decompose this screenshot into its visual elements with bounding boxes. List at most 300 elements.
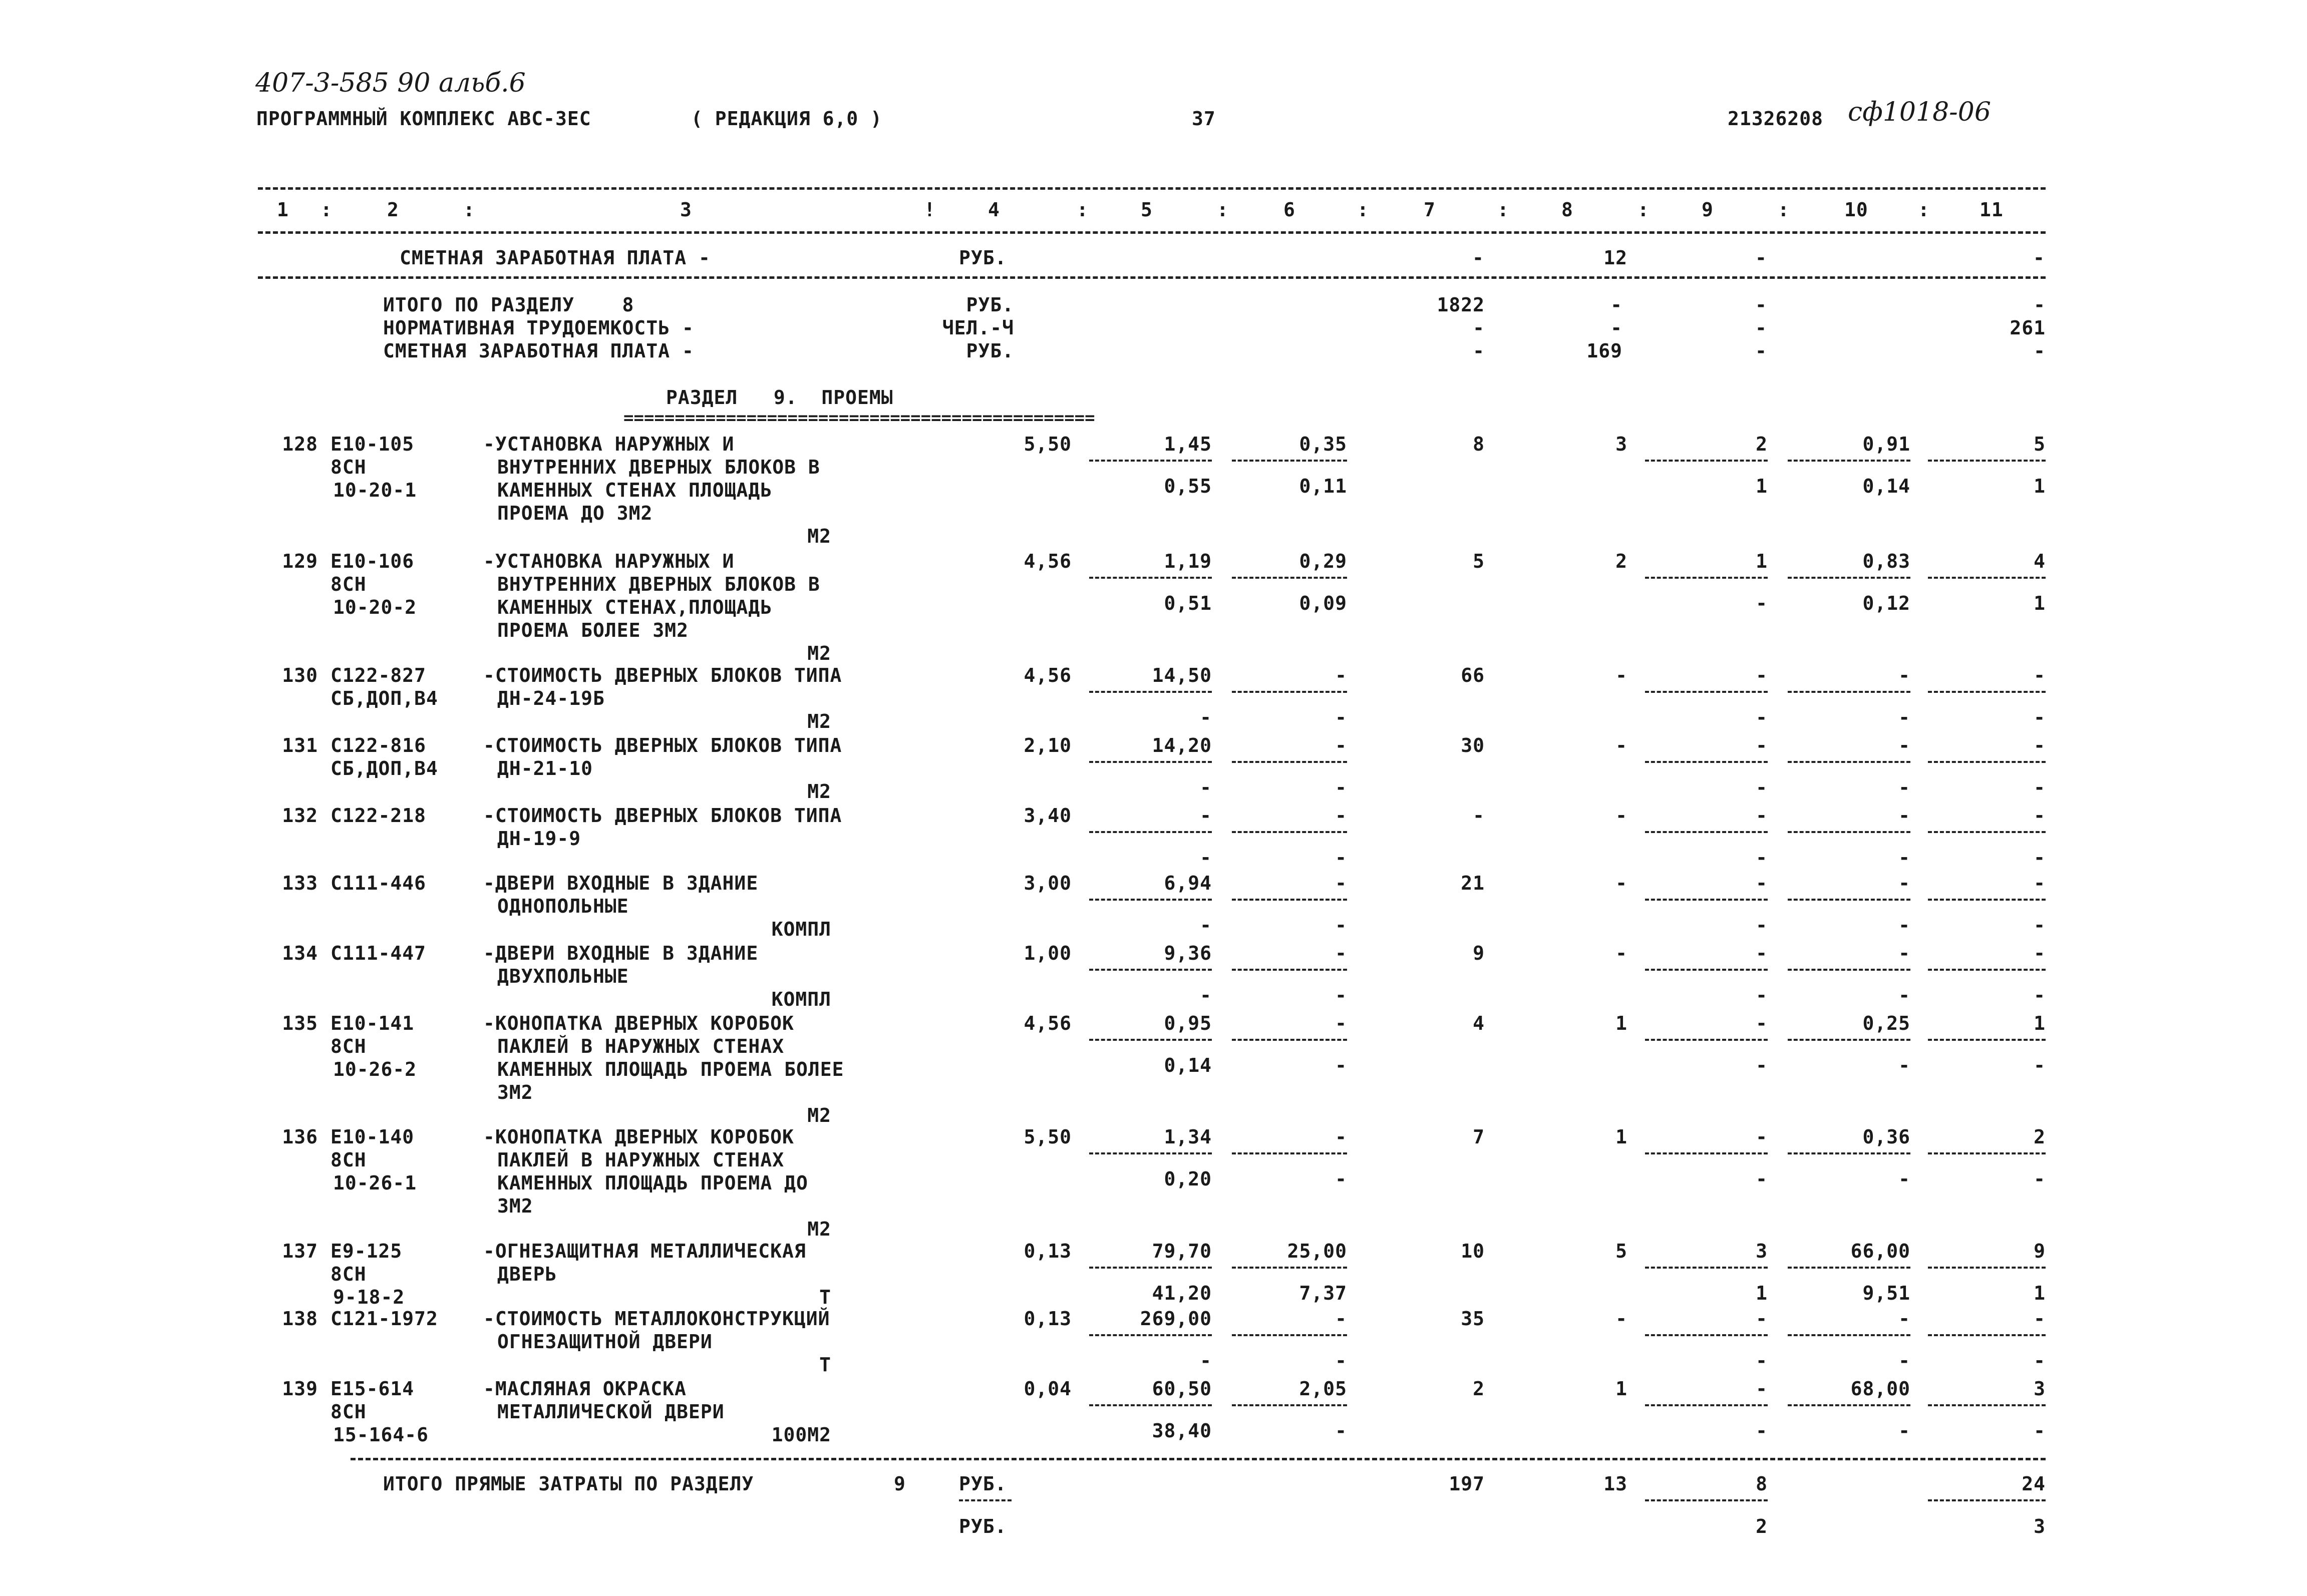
section9-total-c9-bottom: 2 <box>1756 1515 1768 1537</box>
item-c9-bottom: - <box>1756 914 1768 936</box>
item-c10-bottom: 9,51 <box>1862 1282 1910 1304</box>
item-description: ПРОЕМА ДО 3М2 <box>497 502 653 524</box>
prev-summary-rule <box>258 276 2046 279</box>
item-c11-bottom: - <box>2034 914 2046 936</box>
item-c9-top: - <box>1756 734 1768 756</box>
prev-summary-c9: - <box>1755 247 1767 269</box>
item-c9-top: - <box>1756 664 1768 686</box>
item-c6-bottom: - <box>1335 1054 1347 1076</box>
item-c10-divider <box>1788 761 1910 763</box>
item-description: -УСТАНОВКА НАРУЖНЫХ И <box>483 433 735 455</box>
item-c10-bottom: - <box>1898 1420 1910 1442</box>
item-c9-divider <box>1645 969 1768 971</box>
item-code: 8СН <box>331 1263 367 1285</box>
item-description: -ОГНЕЗАЩИТНАЯ МЕТАЛЛИЧЕСКАЯ <box>483 1240 806 1262</box>
item-c5-bottom: - <box>1200 914 1212 936</box>
item-c9-top: - <box>1756 1378 1768 1400</box>
item-unit: Т <box>819 1286 831 1308</box>
document-code-handwritten: сф1018-06 <box>1848 97 1991 127</box>
item-c10-divider <box>1788 1404 1910 1406</box>
item-code: С111-447 <box>331 942 427 964</box>
item-description: ОДНОПОЛЬНЫЕ <box>497 895 629 917</box>
item-c11-bottom: 1 <box>2034 592 2046 614</box>
item-c9-bottom: - <box>1756 984 1768 1006</box>
column-separator: ! <box>924 199 936 221</box>
table-top-rule <box>258 187 2046 190</box>
item-unit: М2 <box>807 1104 831 1126</box>
item-c5-bottom: - <box>1200 776 1212 799</box>
page-number: 37 <box>1192 108 1216 130</box>
column-number-11: 11 <box>1980 199 2004 221</box>
item-c5-bottom: - <box>1200 984 1212 1006</box>
section8-total-unit: РУБ. <box>966 294 1014 316</box>
item-c11-divider <box>1928 831 2046 833</box>
item-c6-bottom: - <box>1335 1168 1347 1190</box>
item-quantity: 1,00 <box>1024 942 1072 964</box>
item-c8: - <box>1615 872 1627 894</box>
item-c9-top: - <box>1756 805 1768 827</box>
item-description: -СТОИМОСТЬ ДВЕРНЫХ БЛОКОВ ТИПА <box>483 734 842 756</box>
item-c7: 9 <box>1473 942 1485 964</box>
item-c8: - <box>1615 664 1627 686</box>
item-c9-divider <box>1645 1152 1768 1154</box>
item-c6-divider <box>1232 1334 1347 1336</box>
column-separator: : <box>1497 199 1510 221</box>
section8-total-c8: - <box>1610 317 1622 339</box>
item-c10-divider <box>1788 831 1910 833</box>
section9-title: РАЗДЕЛ 9. ПРОЕМЫ <box>666 386 893 409</box>
item-description: ВНУТРЕННИХ ДВЕРНЫХ БЛОКОВ В <box>497 573 820 595</box>
column-number-7: 7 <box>1424 199 1436 221</box>
column-separator: : <box>463 199 476 221</box>
item-c9-top: - <box>1756 1012 1768 1034</box>
item-c6-top: 0,35 <box>1299 433 1347 455</box>
section9-c9-divider <box>1645 1499 1768 1501</box>
item-c5-top: 14,20 <box>1152 734 1212 756</box>
item-c10-divider <box>1788 1267 1910 1269</box>
item-c9-divider <box>1645 691 1768 693</box>
prev-summary-unit: РУБ. <box>959 247 1007 269</box>
item-quantity: 3,40 <box>1024 805 1072 827</box>
item-c10-divider <box>1788 577 1910 579</box>
item-description: ДВУХПОЛЬНЫЕ <box>497 965 629 987</box>
item-code: Е10-106 <box>331 550 415 572</box>
item-c5-top: 6,94 <box>1164 872 1212 894</box>
item-quantity: 4,56 <box>1024 664 1072 686</box>
item-c7: 8 <box>1473 433 1485 455</box>
item-c5-top: 1,34 <box>1164 1126 1212 1148</box>
item-c6-bottom: - <box>1335 1350 1347 1372</box>
item-c5-bottom: 0,51 <box>1164 592 1212 614</box>
item-description: КАМЕННЫХ СТЕНАХ,ПЛОЩАДЬ <box>497 596 773 618</box>
item-c9-divider <box>1645 831 1768 833</box>
item-c6-divider <box>1232 1152 1347 1154</box>
item-c6-top: - <box>1335 734 1347 756</box>
column-number-3: 3 <box>680 199 692 221</box>
item-c11-top: 9 <box>2034 1240 2046 1262</box>
item-c5-divider <box>1089 761 1212 763</box>
item-c10-top: 0,83 <box>1862 550 1910 572</box>
item-description: ПАКЛЕЙ В НАРУЖНЫХ СТЕНАХ <box>497 1035 785 1057</box>
item-quantity: 5,50 <box>1024 1126 1072 1148</box>
item-c9-bottom: - <box>1756 776 1768 799</box>
item-c10-divider <box>1788 1334 1910 1336</box>
item-c5-top: 0,95 <box>1164 1012 1212 1034</box>
item-code: 15-164-6 <box>333 1424 429 1446</box>
item-c11-bottom: - <box>2034 1420 2046 1442</box>
item-code: С121-1972 <box>331 1308 438 1330</box>
item-c6-divider <box>1232 1267 1347 1269</box>
item-c11-top: - <box>2034 664 2046 686</box>
section8-total-c11: 261 <box>2010 317 2046 339</box>
prev-summary-label: СМЕТНАЯ ЗАРАБОТНАЯ ПЛАТА - <box>400 247 711 269</box>
program-name: ПРОГРАММНЫЙ КОМПЛЕКС АВС-ЗЕС <box>256 108 591 130</box>
item-c11-bottom: - <box>2034 706 2046 728</box>
item-c6-top: 2,05 <box>1299 1378 1347 1400</box>
item-c10-top: 68,00 <box>1850 1378 1910 1400</box>
item-c5-divider <box>1089 577 1212 579</box>
item-number: 136 <box>282 1126 318 1148</box>
item-c10-bottom: 0,14 <box>1862 475 1910 497</box>
prev-summary-c7: - <box>1472 247 1484 269</box>
item-c5-bottom: 0,55 <box>1164 475 1212 497</box>
column-number-4: 4 <box>988 199 1000 221</box>
item-c10-bottom: - <box>1898 914 1910 936</box>
album-reference: 407-3-585 90 альб.6 <box>255 68 526 98</box>
item-c10-bottom: - <box>1898 1168 1910 1190</box>
item-description: ДН-24-19Б <box>497 687 605 709</box>
item-c11-top: - <box>2034 942 2046 964</box>
item-c7: 4 <box>1473 1012 1485 1034</box>
item-code: С122-218 <box>331 805 427 827</box>
item-unit: 100М2 <box>771 1424 831 1446</box>
item-description: -СТОИМОСТЬ ДВЕРНЫХ БЛОКОВ ТИПА <box>483 664 842 686</box>
item-c10-top: - <box>1898 942 1910 964</box>
item-c6-divider <box>1232 460 1347 462</box>
item-description: ПРОЕМА БОЛЕЕ 3М2 <box>497 619 689 641</box>
item-code: 8СН <box>331 573 367 595</box>
item-c10-top: 0,25 <box>1862 1012 1910 1034</box>
item-c11-divider <box>1928 1039 2046 1041</box>
item-quantity: 2,10 <box>1024 734 1072 756</box>
item-c8: - <box>1615 942 1627 964</box>
column-separator: : <box>1217 199 1229 221</box>
section9-total-c8: 13 <box>1603 1473 1627 1495</box>
item-unit: Т <box>819 1354 831 1376</box>
item-c5-top: 9,36 <box>1164 942 1212 964</box>
column-separator: : <box>1357 199 1370 221</box>
section9-total-section-no: 9 <box>894 1473 906 1495</box>
item-c6-divider <box>1232 969 1347 971</box>
item-description: ОГНЕЗАЩИТНОЙ ДВЕРИ <box>497 1331 713 1353</box>
column-number-9: 9 <box>1702 199 1714 221</box>
item-c5-bottom: 0,20 <box>1164 1168 1212 1190</box>
item-c9-bottom: - <box>1756 1054 1768 1076</box>
item-code: 10-20-1 <box>333 479 417 501</box>
column-separator: : <box>320 199 333 221</box>
item-number: 134 <box>282 942 318 964</box>
item-c8: - <box>1615 734 1627 756</box>
item-c11-top: - <box>2034 872 2046 894</box>
item-c11-top: - <box>2034 734 2046 756</box>
item-code: С111-446 <box>331 872 427 894</box>
item-c5-top: 1,19 <box>1164 550 1212 572</box>
item-number: 129 <box>282 550 318 572</box>
item-c9-divider <box>1645 761 1768 763</box>
item-c6-divider <box>1232 1404 1347 1406</box>
item-description: -ДВЕРИ ВХОДНЫЕ В ЗДАНИЕ <box>483 872 759 894</box>
section8-total-unit: ЧЕЛ.-Ч <box>942 317 1014 339</box>
item-unit: М2 <box>807 780 831 803</box>
column-number-6: 6 <box>1283 199 1295 221</box>
item-c9-bottom: 1 <box>1756 1282 1768 1304</box>
item-c6-divider <box>1232 691 1347 693</box>
item-c9-top: - <box>1756 1126 1768 1148</box>
item-code: 10-20-2 <box>333 596 417 618</box>
item-c6-divider <box>1232 577 1347 579</box>
section8-total-c9: - <box>1755 317 1767 339</box>
item-c8: 1 <box>1615 1126 1627 1148</box>
item-description: -УСТАНОВКА НАРУЖНЫХ И <box>483 550 735 572</box>
item-c7: - <box>1473 805 1485 827</box>
item-code: С122-827 <box>331 664 427 686</box>
item-code: Е9-125 <box>331 1240 403 1262</box>
item-c7: 10 <box>1461 1240 1485 1262</box>
item-c9-bottom: - <box>1756 592 1768 614</box>
item-c10-top: - <box>1898 734 1910 756</box>
item-c9-bottom: - <box>1756 1420 1768 1442</box>
section8-total-c7: - <box>1473 317 1485 339</box>
item-c5-bottom: - <box>1200 1350 1212 1372</box>
item-c6-bottom: - <box>1335 776 1347 799</box>
item-code: СБ,ДОП,В4 <box>331 757 438 779</box>
item-number: 130 <box>282 664 318 686</box>
section8-total-c9: - <box>1755 340 1767 362</box>
item-quantity: 4,56 <box>1024 550 1072 572</box>
item-code: С122-816 <box>331 734 427 756</box>
item-c5-divider <box>1089 691 1212 693</box>
item-c11-bottom: - <box>2034 1350 2046 1372</box>
item-c8: - <box>1615 805 1627 827</box>
item-c9-bottom: 1 <box>1756 475 1768 497</box>
item-c9-bottom: - <box>1756 1350 1768 1372</box>
item-c6-bottom: 0,11 <box>1299 475 1347 497</box>
item-c6-top: - <box>1335 872 1347 894</box>
prev-summary-c8: 12 <box>1603 247 1627 269</box>
item-c9-top: 2 <box>1756 433 1768 455</box>
item-c7: 35 <box>1461 1308 1485 1330</box>
section9-c11-divider <box>1928 1499 2046 1501</box>
item-c7: 30 <box>1461 734 1485 756</box>
item-number: 131 <box>282 734 318 756</box>
item-c11-divider <box>1928 899 2046 901</box>
item-unit: КОМПЛ <box>771 988 831 1010</box>
item-description: 3М2 <box>497 1195 533 1217</box>
section8-total-c8: - <box>1610 294 1622 316</box>
item-c11-top: 3 <box>2034 1378 2046 1400</box>
item-c11-divider <box>1928 460 2046 462</box>
item-c8: 3 <box>1615 433 1627 455</box>
item-c8: 1 <box>1615 1378 1627 1400</box>
item-c11-divider <box>1928 577 2046 579</box>
item-code: 9-18-2 <box>333 1286 405 1308</box>
item-c5-divider <box>1089 1334 1212 1336</box>
item-c9-top: 3 <box>1756 1240 1768 1262</box>
item-unit: М2 <box>807 525 831 547</box>
item-c5-top: 79,70 <box>1152 1240 1212 1262</box>
item-c11-top: 2 <box>2034 1126 2046 1148</box>
item-c11-bottom: - <box>2034 1168 2046 1190</box>
item-c9-bottom: - <box>1756 847 1768 869</box>
item-description: -КОНОПАТКА ДВЕРНЫХ КОРОБОК <box>483 1126 794 1148</box>
item-c5-top: - <box>1200 805 1212 827</box>
item-c11-divider <box>1928 1267 2046 1269</box>
item-c7: 2 <box>1473 1378 1485 1400</box>
item-unit: КОМПЛ <box>771 918 831 940</box>
item-c10-divider <box>1788 969 1910 971</box>
item-c6-divider <box>1232 1039 1347 1041</box>
item-c9-top: - <box>1756 1308 1768 1330</box>
section8-total-label: СМЕТНАЯ ЗАРАБОТНАЯ ПЛАТА - <box>383 340 694 362</box>
item-c10-top: 66,00 <box>1850 1240 1910 1262</box>
item-c9-divider <box>1645 1404 1768 1406</box>
item-c6-top: - <box>1335 1308 1347 1330</box>
item-description: ДН-21-10 <box>497 757 593 779</box>
section8-total-label: ИТОГО ПО РАЗДЕЛУ 8 <box>383 294 634 316</box>
item-code: 10-26-1 <box>333 1172 417 1194</box>
item-c5-divider <box>1089 1152 1212 1154</box>
item-c5-top: 60,50 <box>1152 1378 1212 1400</box>
item-c6-bottom: - <box>1335 706 1347 728</box>
item-code: 8СН <box>331 456 367 478</box>
item-quantity: 5,50 <box>1024 433 1072 455</box>
item-c9-divider <box>1645 460 1768 462</box>
item-description: -СТОИМОСТЬ ДВЕРНЫХ БЛОКОВ ТИПА <box>483 805 842 827</box>
section8-total-c9: - <box>1755 294 1767 316</box>
column-separator: : <box>1778 199 1790 221</box>
section9-total-c7: 197 <box>1449 1473 1485 1495</box>
item-description: -СТОИМОСТЬ МЕТАЛЛОКОНСТРУКЦИЙ <box>483 1308 830 1330</box>
item-c9-divider <box>1645 577 1768 579</box>
item-c10-bottom: - <box>1898 1350 1910 1372</box>
item-c11-divider <box>1928 1334 2046 1336</box>
item-c11-bottom: 1 <box>2034 1282 2046 1304</box>
item-c10-top: 0,36 <box>1862 1126 1910 1148</box>
item-c9-divider <box>1645 899 1768 901</box>
item-c10-divider <box>1788 899 1910 901</box>
item-description: ДН-19-9 <box>497 828 581 850</box>
item-unit: М2 <box>807 710 831 732</box>
section8-total-c7: - <box>1473 340 1485 362</box>
item-description: -КОНОПАТКА ДВЕРНЫХ КОРОБОК <box>483 1012 794 1034</box>
column-number-8: 8 <box>1561 199 1573 221</box>
item-c8: 1 <box>1615 1012 1627 1034</box>
item-c11-divider <box>1928 1152 2046 1154</box>
item-number: 138 <box>282 1308 318 1330</box>
item-c11-bottom: - <box>2034 984 2046 1006</box>
item-quantity: 4,56 <box>1024 1012 1072 1034</box>
item-c10-top: 0,91 <box>1862 433 1910 455</box>
item-c10-top: - <box>1898 664 1910 686</box>
section9-underline: ============================================== <box>623 408 1095 428</box>
item-c8: - <box>1615 1308 1627 1330</box>
item-c6-divider <box>1232 899 1347 901</box>
column-separator: : <box>1077 199 1089 221</box>
prev-summary-c11: - <box>2033 247 2045 269</box>
item-c5-bottom: 38,40 <box>1152 1420 1212 1442</box>
item-code: Е10-105 <box>331 433 415 455</box>
item-c7: 21 <box>1461 872 1485 894</box>
item-c7: 5 <box>1473 550 1485 572</box>
item-description: ВНУТРЕННИХ ДВЕРНЫХ БЛОКОВ В <box>497 456 820 478</box>
item-c11-bottom: - <box>2034 1054 2046 1076</box>
item-c5-divider <box>1089 460 1212 462</box>
item-c9-top: 1 <box>1756 550 1768 572</box>
item-c6-bottom: 7,37 <box>1299 1282 1347 1304</box>
item-c11-top: - <box>2034 805 2046 827</box>
item-c9-divider <box>1645 1039 1768 1041</box>
section9-unit-divider <box>959 1499 1012 1501</box>
section9-total-label: ИТОГО ПРЯМЫЕ ЗАТРАТЫ ПО РАЗДЕЛУ <box>383 1473 754 1495</box>
item-c11-bottom: 1 <box>2034 475 2046 497</box>
item-c5-top: 1,45 <box>1164 433 1212 455</box>
item-c7: 66 <box>1461 664 1485 686</box>
item-code: 8СН <box>331 1401 367 1423</box>
item-c9-divider <box>1645 1267 1768 1269</box>
item-c10-divider <box>1788 460 1910 462</box>
item-number: 135 <box>282 1012 318 1034</box>
item-unit: М2 <box>807 1218 831 1240</box>
item-c11-bottom: - <box>2034 776 2046 799</box>
item-c5-top: 269,00 <box>1140 1308 1212 1330</box>
item-c5-bottom: 41,20 <box>1152 1282 1212 1304</box>
item-c6-top: - <box>1335 1126 1347 1148</box>
item-c10-top: - <box>1898 872 1910 894</box>
item-c10-top: - <box>1898 1308 1910 1330</box>
item-c5-divider <box>1089 1267 1212 1269</box>
item-c5-bottom: 0,14 <box>1164 1054 1212 1076</box>
item-c5-divider <box>1089 831 1212 833</box>
item-description: -ДВЕРИ ВХОДНЫЕ В ЗДАНИЕ <box>483 942 759 964</box>
item-c11-divider <box>1928 1404 2046 1406</box>
item-c10-bottom: - <box>1898 776 1910 799</box>
item-c9-top: - <box>1756 942 1768 964</box>
item-code: СБ,ДОП,В4 <box>331 687 438 709</box>
section8-total-c8: 169 <box>1586 340 1622 362</box>
section9-totals-rule <box>351 1458 2046 1460</box>
item-c10-bottom: - <box>1898 984 1910 1006</box>
item-c6-bottom: 0,09 <box>1299 592 1347 614</box>
item-c9-bottom: - <box>1756 1168 1768 1190</box>
item-c6-top: - <box>1335 942 1347 964</box>
section8-total-c11: - <box>2034 294 2046 316</box>
item-c10-divider <box>1788 691 1910 693</box>
section8-total-label: НОРМАТИВНАЯ ТРУДОЕМКОСТЬ - <box>383 317 694 339</box>
item-c6-top: 25,00 <box>1287 1240 1347 1262</box>
item-c11-divider <box>1928 969 2046 971</box>
item-code: 8СН <box>331 1149 367 1171</box>
item-code: Е15-614 <box>331 1378 415 1400</box>
item-c10-bottom: - <box>1898 847 1910 869</box>
item-number: 133 <box>282 872 318 894</box>
item-c8: 5 <box>1615 1240 1627 1262</box>
item-c11-divider <box>1928 761 2046 763</box>
section9-total-unit1: РУБ. <box>959 1473 1007 1495</box>
item-c5-top: 14,50 <box>1152 664 1212 686</box>
item-c10-divider <box>1788 1039 1910 1041</box>
item-quantity: 0,13 <box>1024 1240 1072 1262</box>
item-c11-top: - <box>2034 1308 2046 1330</box>
